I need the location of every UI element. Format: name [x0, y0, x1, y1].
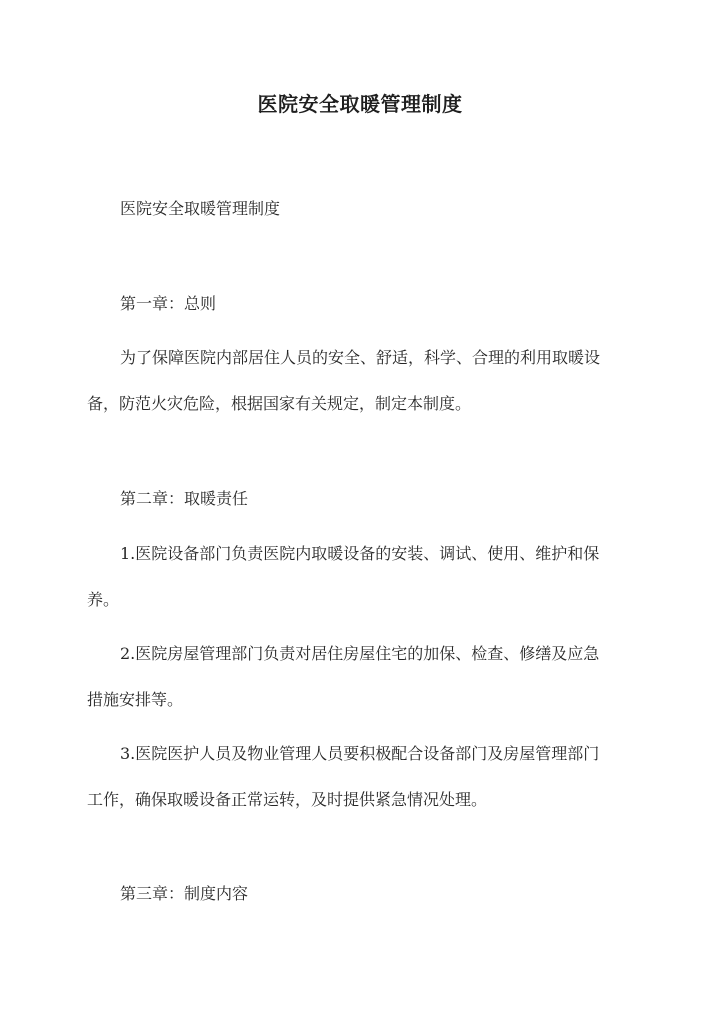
chapter-1-heading: 第一章：总则: [120, 294, 217, 313]
chapter-2-item-1-line-2: 养。: [87, 590, 120, 609]
document-subtitle: 医院安全取暖管理制度: [120, 199, 281, 218]
chapter-2-item-3-line-2: 工作，确保取暖设备正常运转，及时提供紧急情况处理。: [87, 790, 488, 809]
document-title: 医院安全取暖管理制度: [257, 92, 463, 116]
chapter-1-paragraph-line-2: 备，防范火灾危险，根据国家有关规定，制定本制度。: [87, 394, 472, 413]
chapter-2-item-2-line-1: 2.医院房屋管理部门负责对居住房屋住宅的加保、检查、修缮及应急: [120, 644, 600, 663]
chapter-3-heading: 第三章：制度内容: [120, 884, 249, 903]
chapter-2-item-3-line-1: 3.医院医护人员及物业管理人员要积极配合设备部门及房屋管理部门: [120, 744, 600, 763]
chapter-2-item-1-line-1: 1.医院设备部门负责医院内取暖设备的安装、调试、使用、维护和保: [120, 544, 600, 563]
chapter-1-paragraph-line-1: 为了保障医院内部居住人员的安全、舒适，科学、合理的利用取暖设: [120, 348, 601, 367]
chapter-2-item-2-line-2: 措施安排等。: [87, 690, 184, 709]
chapter-2-heading: 第二章：取暖责任: [120, 489, 249, 508]
